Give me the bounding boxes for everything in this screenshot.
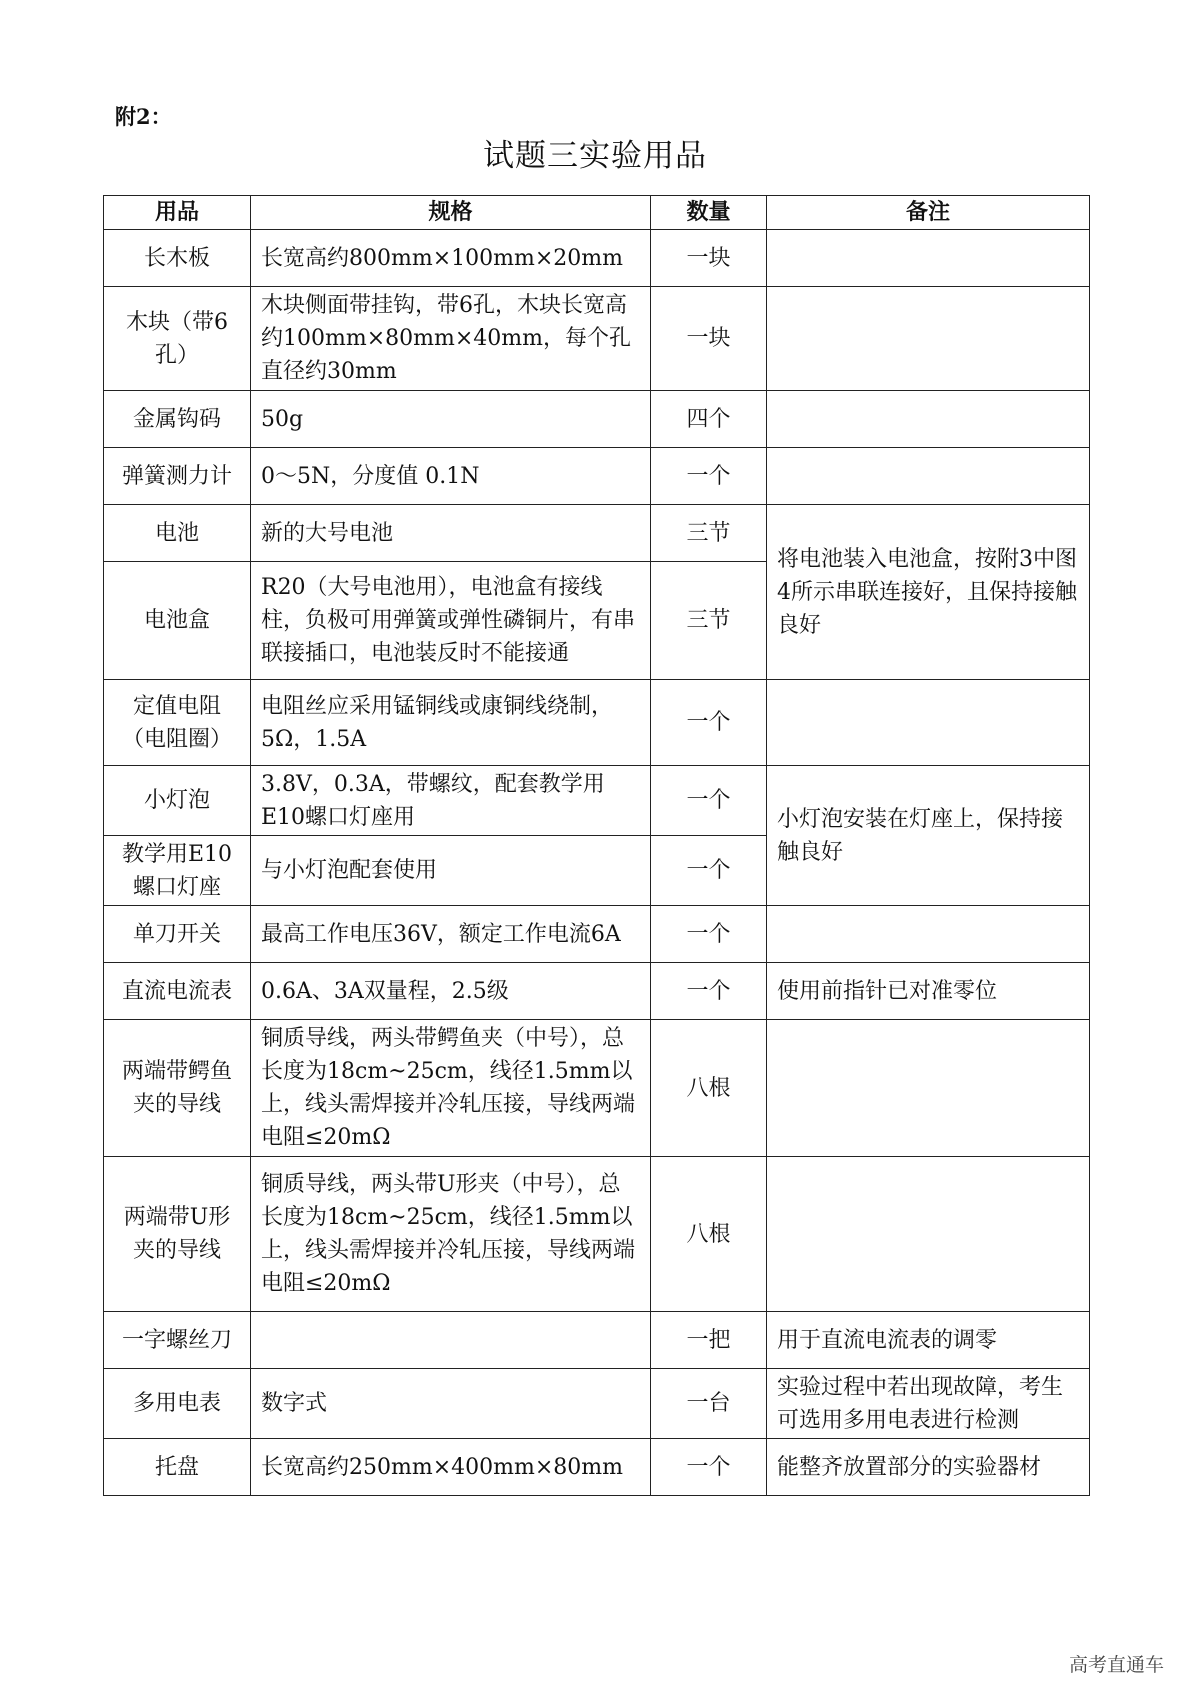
table-row bbox=[104, 391, 1090, 448]
item-cell: 定值电阻（电阻圈） bbox=[104, 680, 251, 766]
note-cell bbox=[767, 287, 1090, 391]
table-row bbox=[104, 1157, 1090, 1312]
spec-cell: 木块侧面带挂钩，带6孔，木块长宽高约100mm×80mm×40mm，每个孔直径约30mm bbox=[251, 287, 651, 391]
table-row bbox=[104, 906, 1090, 963]
quantity-cell: 八根 bbox=[651, 1020, 767, 1157]
spec-cell: 0.6A、3A双量程，2.5级 bbox=[251, 963, 651, 1020]
annex-label: 附2： bbox=[115, 104, 172, 129]
item-cell: 教学用E10螺口灯座 bbox=[104, 836, 251, 906]
spec-cell: 0～5N，分度值 0.1N bbox=[251, 448, 651, 505]
spec-cell: 与小灯泡配套使用 bbox=[251, 836, 651, 906]
note-cell: 将电池装入电池盒，按附3中图4所示串联连接好，且保持接触良好 bbox=[767, 505, 1090, 680]
quantity-cell: 三节 bbox=[651, 505, 767, 562]
spec-cell: 铜质导线，两头带鳄鱼夹（中号），总长度为18cm~25cm，线径1.5mm以上，线头需焊接并冷轧压接，导线两端电阻≤20mΩ bbox=[251, 1020, 651, 1157]
header-note: 备注 bbox=[767, 196, 1090, 230]
quantity-cell: 一个 bbox=[651, 680, 767, 766]
item-cell: 电池盒 bbox=[104, 562, 251, 680]
note-cell bbox=[767, 391, 1090, 448]
page-title: 试题三实验用品 bbox=[483, 138, 707, 174]
table-row bbox=[104, 448, 1090, 505]
quantity-cell: 一块 bbox=[651, 230, 767, 287]
quantity-cell: 一个 bbox=[651, 766, 767, 836]
note-cell bbox=[767, 680, 1090, 766]
spec-cell bbox=[251, 1312, 651, 1369]
spec-cell: 电阻丝应采用锰铜线或康铜线绕制，5Ω，1.5A bbox=[251, 680, 651, 766]
table-header-row bbox=[104, 196, 1090, 230]
quantity-cell: 四个 bbox=[651, 391, 767, 448]
quantity-cell: 一块 bbox=[651, 287, 767, 391]
note-cell: 用于直流电流表的调零 bbox=[767, 1312, 1090, 1369]
item-cell: 小灯泡 bbox=[104, 766, 251, 836]
table-row bbox=[104, 1312, 1090, 1369]
spec-cell: 新的大号电池 bbox=[251, 505, 651, 562]
table-row bbox=[104, 1020, 1090, 1157]
spec-cell: 3.8V，0.3A，带螺纹，配套教学用E10螺口灯座用 bbox=[251, 766, 651, 836]
item-cell: 木块（带6孔） bbox=[104, 287, 251, 391]
item-cell: 金属钩码 bbox=[104, 391, 251, 448]
table-row bbox=[104, 1439, 1090, 1496]
note-cell: 使用前指针已对准零位 bbox=[767, 963, 1090, 1020]
note-cell: 能整齐放置部分的实验器材 bbox=[767, 1439, 1090, 1496]
quantity-cell: 一台 bbox=[651, 1369, 767, 1439]
spec-cell: R20（大号电池用），电池盒有接线柱，负极可用弹簧或弹性磷铜片，有串联接插口，电池装反时不能接通 bbox=[251, 562, 651, 680]
item-cell: 多用电表 bbox=[104, 1369, 251, 1439]
header-quantity: 数量 bbox=[651, 196, 767, 230]
item-cell: 两端带鳄鱼夹的导线 bbox=[104, 1020, 251, 1157]
watermark-text: 高考直通车 bbox=[1068, 1654, 1164, 1676]
table-row bbox=[104, 680, 1090, 766]
item-cell: 一字螺丝刀 bbox=[104, 1312, 251, 1369]
quantity-cell: 一个 bbox=[651, 1439, 767, 1496]
note-cell bbox=[767, 1020, 1090, 1157]
equipment-table bbox=[103, 195, 1090, 1496]
item-cell: 两端带U形夹的导线 bbox=[104, 1157, 251, 1312]
note-cell bbox=[767, 230, 1090, 287]
note-cell bbox=[767, 906, 1090, 963]
table-row bbox=[104, 963, 1090, 1020]
spec-cell: 最高工作电压36V，额定工作电流6A bbox=[251, 906, 651, 963]
table-row bbox=[104, 1369, 1090, 1439]
table-row bbox=[104, 230, 1090, 287]
quantity-cell: 八根 bbox=[651, 1157, 767, 1312]
table-row bbox=[104, 287, 1090, 391]
item-cell: 长木板 bbox=[104, 230, 251, 287]
quantity-cell: 三节 bbox=[651, 562, 767, 680]
header-item: 用品 bbox=[104, 196, 251, 230]
note-cell: 实验过程中若出现故障，考生可选用多用电表进行检测 bbox=[767, 1369, 1090, 1439]
item-cell: 弹簧测力计 bbox=[104, 448, 251, 505]
note-cell bbox=[767, 448, 1090, 505]
note-cell: 小灯泡安装在灯座上，保持接触良好 bbox=[767, 766, 1090, 906]
item-cell: 单刀开关 bbox=[104, 906, 251, 963]
header-spec: 规格 bbox=[251, 196, 651, 230]
note-cell bbox=[767, 1157, 1090, 1312]
item-cell: 托盘 bbox=[104, 1439, 251, 1496]
quantity-cell: 一个 bbox=[651, 836, 767, 906]
table-row bbox=[104, 505, 1090, 562]
item-cell: 直流电流表 bbox=[104, 963, 251, 1020]
table-row bbox=[104, 766, 1090, 836]
spec-cell: 50g bbox=[251, 391, 651, 448]
item-cell: 电池 bbox=[104, 505, 251, 562]
spec-cell: 数字式 bbox=[251, 1369, 651, 1439]
spec-cell: 长宽高约250mm×400mm×80mm bbox=[251, 1439, 651, 1496]
quantity-cell: 一个 bbox=[651, 906, 767, 963]
spec-cell: 长宽高约800mm×100mm×20mm bbox=[251, 230, 651, 287]
spec-cell: 铜质导线，两头带U形夹（中号），总长度为18cm~25cm，线径1.5mm以上，线头需焊接并冷轧压接，导线两端电阻≤20mΩ bbox=[251, 1157, 651, 1312]
quantity-cell: 一个 bbox=[651, 448, 767, 505]
quantity-cell: 一个 bbox=[651, 963, 767, 1020]
quantity-cell: 一把 bbox=[651, 1312, 767, 1369]
